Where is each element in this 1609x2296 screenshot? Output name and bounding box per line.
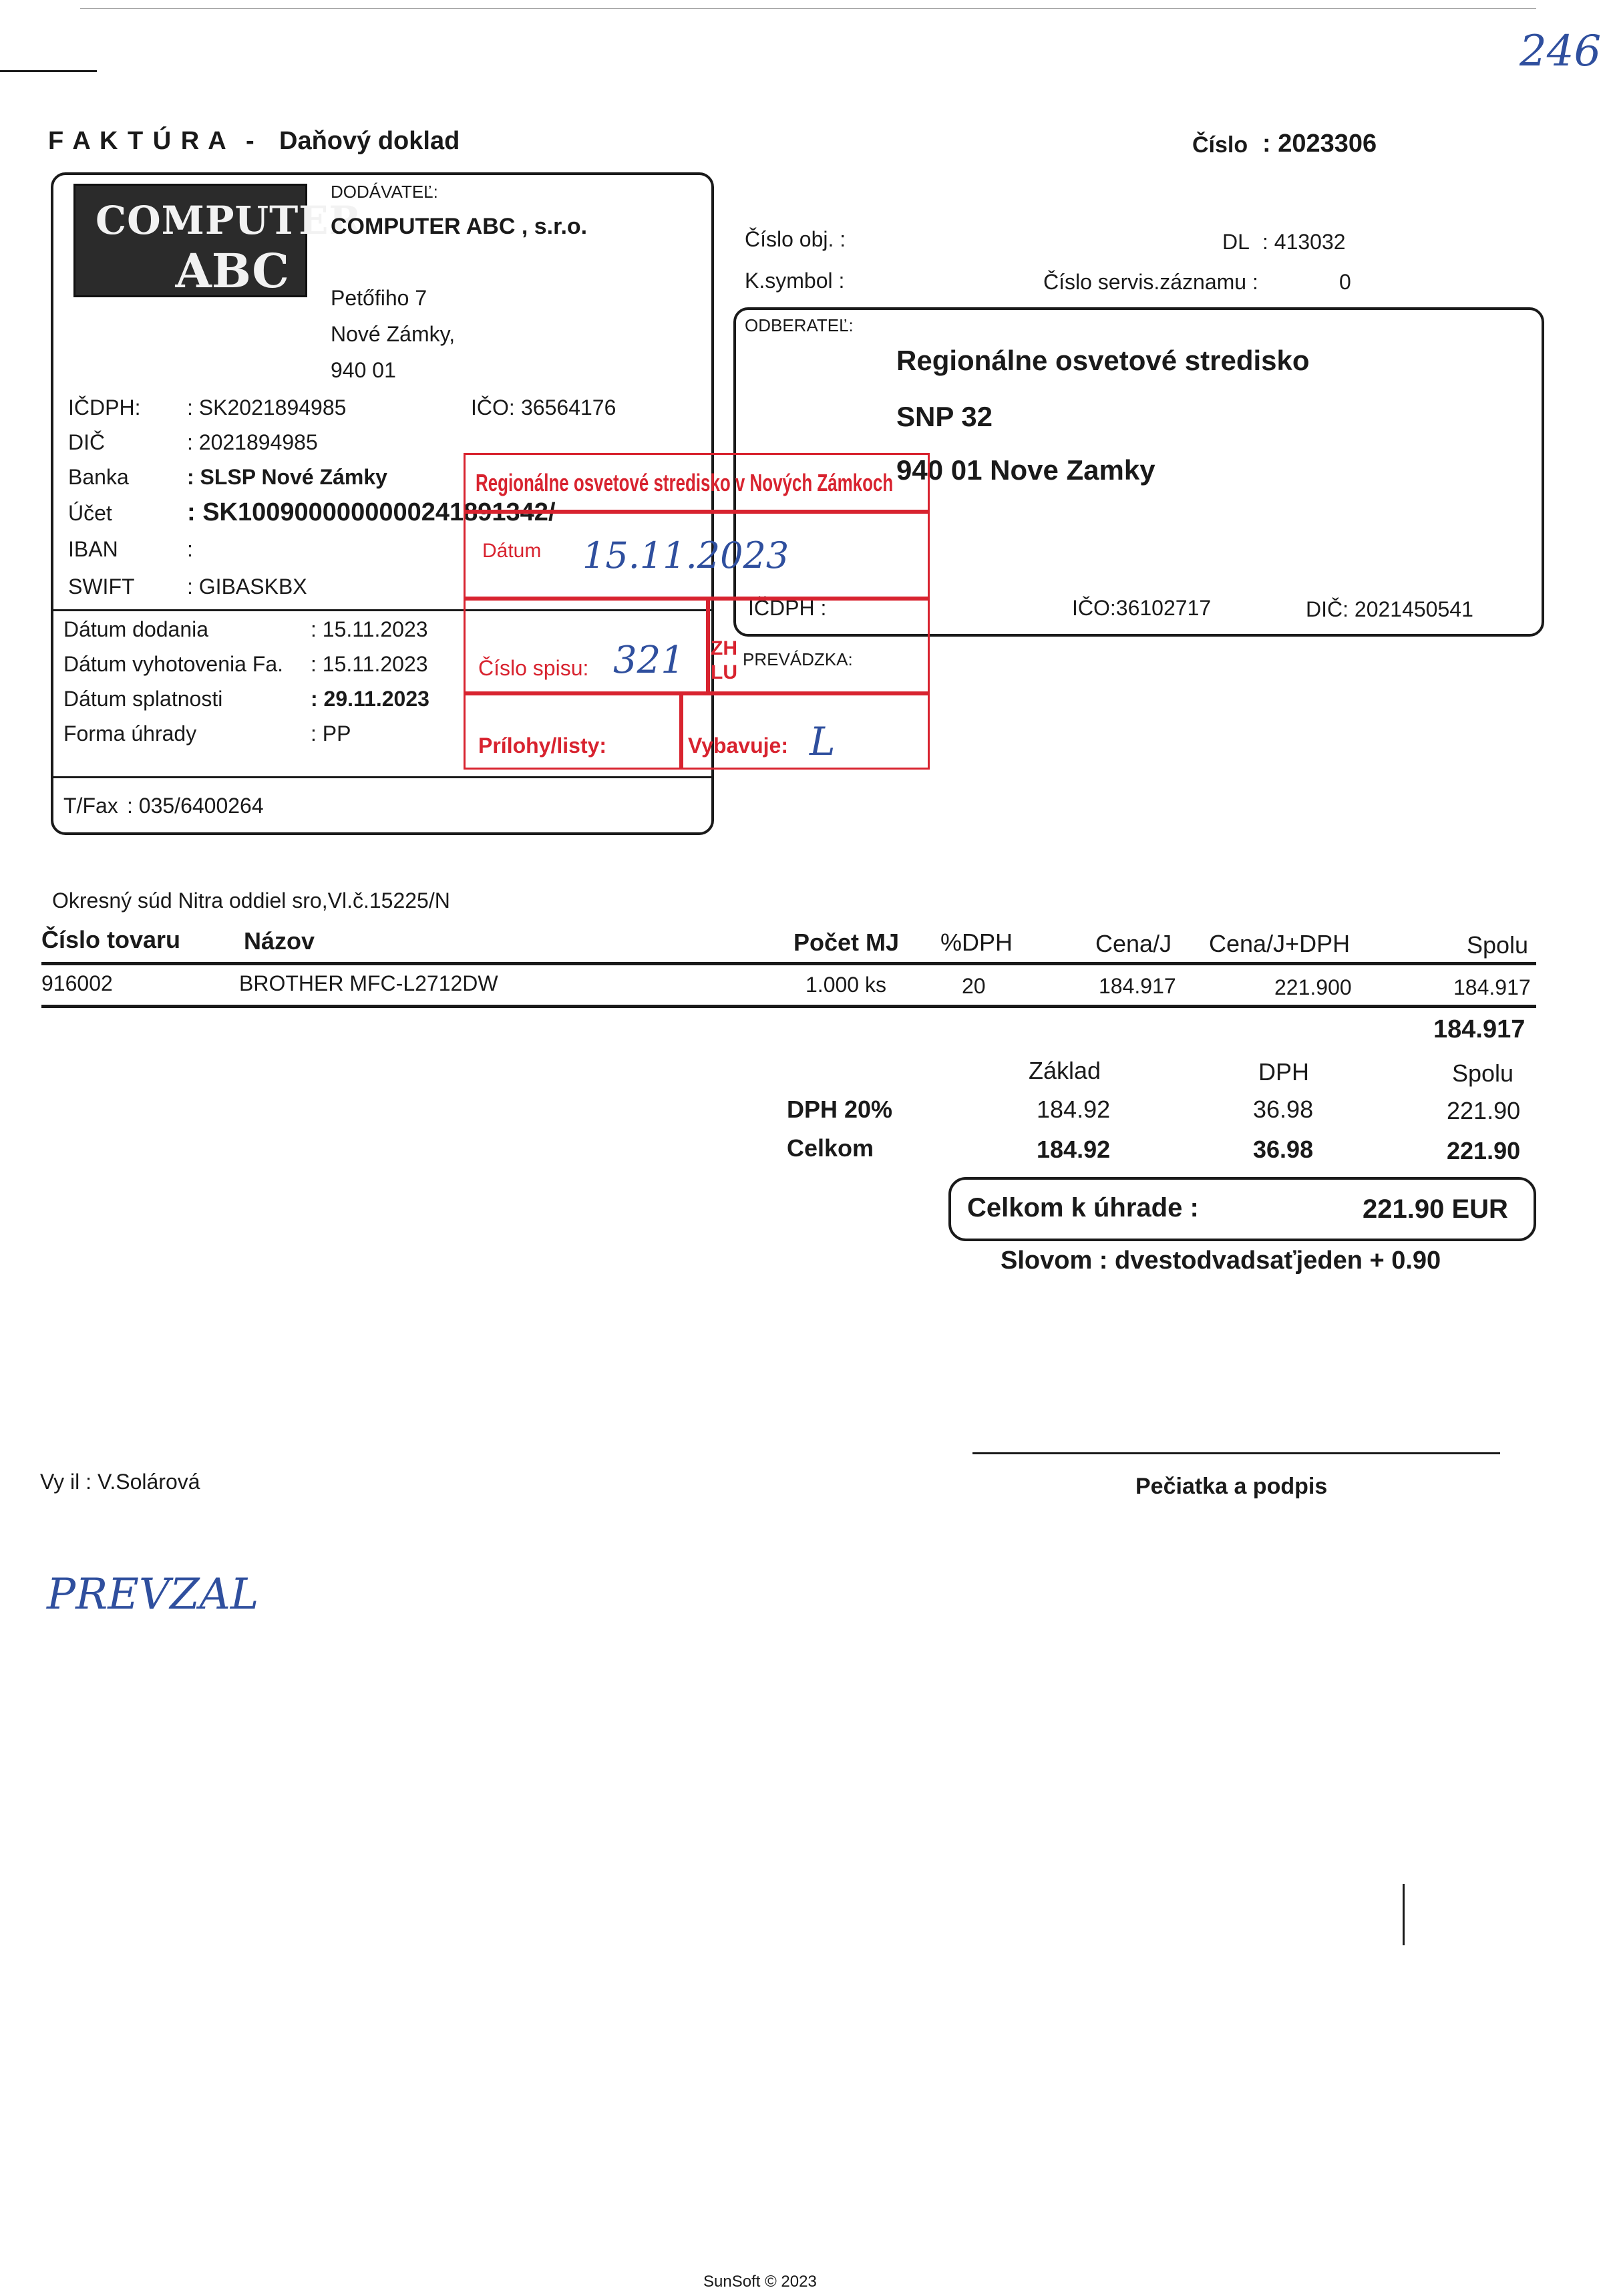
cell-name: BROTHER MFC-L2712DW [239, 971, 498, 995]
customer-label: ODBERATEĽ: [745, 315, 854, 335]
invoice-title: F A K T Ú R A [48, 127, 228, 155]
stamp-date-label: Dátum [482, 540, 542, 562]
delivery-date-value: : 15.11.2023 [311, 617, 428, 641]
stamp-zh: ZH [711, 637, 737, 659]
summary-total-total: 221.90 [1447, 1137, 1521, 1164]
customer-name: Regionálne osvetové stredisko [896, 345, 1310, 376]
stamp-zhlu-cell [708, 599, 930, 693]
supplier-bank-label: Banka [68, 465, 129, 489]
summary-vat-base: 184.92 [1037, 1096, 1111, 1123]
service-record-label: Číslo servis.záznamu : [1043, 270, 1258, 294]
software-credit: SunSoft © 2023 [703, 2273, 817, 2291]
amount-due-label: Celkom k úhrade : [967, 1193, 1199, 1222]
supplier-bank-value: : SLSP Nové Zámky [187, 465, 387, 489]
supplier-ico-value: 36564176 [521, 395, 616, 420]
logo-text-computer: COMPUTER [96, 198, 362, 243]
supplier-icdph-value: : SK2021894985 [187, 395, 347, 420]
branch-label: PREVÁDZKA: [743, 649, 853, 669]
summary-vat-row-label: DPH 20% [787, 1096, 893, 1123]
customer-street: SNP 32 [896, 401, 993, 432]
cell-quantity: 1.000 ks [806, 973, 886, 997]
dl-label: DL [1222, 230, 1250, 254]
summary-vat-total: 221.90 [1447, 1097, 1521, 1124]
supplier-street: Petőfiho 7 [331, 286, 427, 310]
stamp-file-handwritten: 321 [613, 639, 685, 682]
signature-line [972, 1452, 1500, 1454]
service-record-value: 0 [1339, 270, 1351, 294]
table-grand-total: 184.917 [1433, 1015, 1526, 1043]
col-header-quantity: Počet MJ [793, 929, 900, 956]
cell-total: 184.917 [1453, 975, 1531, 999]
supplier-iban-label: IBAN [68, 537, 118, 561]
stamp-file-label: Číslo spisu: [478, 656, 589, 680]
invoice-number: : 2023306 [1262, 130, 1377, 158]
stamp-date-handwritten: 15.11.2023 [582, 534, 789, 577]
stamp-lu: LU [711, 661, 737, 683]
handwritten-received-note: PREVZAL [47, 1570, 259, 1619]
invoice-number-label: Číslo [1192, 132, 1248, 158]
title-dash: - [246, 127, 254, 155]
supplier-account-label: Účet [68, 501, 112, 525]
summary-total-base: 184.92 [1037, 1136, 1111, 1163]
customer-icdph-label: IČDPH : [748, 596, 827, 620]
table-header-rule [41, 962, 1536, 965]
delivery-date-label: Dátum dodania [63, 617, 209, 641]
scan-mark-vertical [1403, 1884, 1405, 1945]
order-number-label: Číslo obj. : [745, 227, 846, 251]
supplier-label: DODÁVATEĽ: [331, 182, 438, 202]
stamp-signature-label: Pečiatka a podpis [1135, 1474, 1328, 1499]
supplier-icdph-label: IČDPH: [68, 395, 141, 420]
customer-city: 940 01 Nove Zamky [896, 454, 1155, 486]
summary-col-vat: DPH [1258, 1058, 1310, 1086]
due-date-label: Dátum splatnosti [63, 687, 223, 711]
col-header-vat-rate: %DPH [940, 929, 1013, 956]
supplier-swift-label: SWIFT [68, 575, 135, 599]
due-date-value: : 29.11.2023 [311, 687, 429, 711]
col-header-name: Názov [244, 927, 315, 955]
invoice-subtitle: Daňový doklad [279, 127, 460, 155]
company-logo [73, 184, 362, 299]
cell-unit-price: 184.917 [1099, 974, 1176, 998]
logo-text-abc: ABC [175, 243, 289, 299]
handwritten-page-number: 246 [1519, 27, 1602, 76]
payment-method-label: Forma úhrady [63, 721, 197, 746]
cell-vat-rate: 20 [962, 974, 986, 998]
issue-date-value: : 15.11.2023 [311, 652, 428, 676]
summary-total-row-label: Celkom [787, 1134, 874, 1162]
tfax-value: : 035/6400264 [127, 794, 264, 818]
summary-col-total: Spolu [1452, 1059, 1514, 1087]
supplier-ico-label: IČO: [471, 395, 515, 420]
col-header-unit-price: Cena/J [1095, 930, 1172, 957]
dl-value: : 413032 [1262, 230, 1346, 254]
col-header-unit-price-vat: Cena/J+DPH [1209, 930, 1351, 957]
supplier-account-value: : SK1009000000000241891342/ [187, 498, 556, 526]
court-registration-note: Okresný súd Nitra oddiel sro,Vl.č.15225/N [52, 888, 450, 913]
customer-ico: IČO:36102717 [1072, 596, 1212, 620]
supplier-dic-value: : 2021894985 [187, 430, 318, 454]
payment-method-value: : PP [311, 721, 351, 746]
customer-dic: DIČ: 2021450541 [1306, 597, 1473, 621]
stamp-attachments-label: Prílohy/listy: [478, 733, 607, 758]
issue-date-label: Dátum vyhotovenia Fa. [63, 652, 284, 676]
supplier-dic-label: DIČ [68, 430, 106, 454]
cell-unit-price-vat: 221.900 [1274, 975, 1352, 999]
supplier-swift-value: : GIBASKBX [187, 575, 307, 599]
table-bottom-rule [41, 1005, 1536, 1008]
cell-item-no: 916002 [41, 971, 113, 995]
ksymbol-label: K.symbol : [745, 269, 845, 293]
stamp-title: Regionálne osvetové stredisko v Nových Zámkoch [476, 469, 894, 496]
stamp-handler-label: Vybavuje: [688, 733, 788, 758]
tfax-label: T/Fax [63, 794, 118, 818]
col-header-total: Spolu [1467, 931, 1529, 959]
supplier-iban-value: : [187, 537, 193, 561]
scan-mark [0, 70, 97, 72]
supplier-city: Nové Zámky, [331, 322, 456, 346]
amount-in-words: Slovom : dvestodvadsaťjeden + 0.90 [1001, 1247, 1441, 1275]
amount-due-value: 221.90 EUR [1363, 1194, 1508, 1224]
summary-total-vat: 36.98 [1253, 1136, 1314, 1163]
supplier-bottom-divider [51, 776, 714, 778]
scan-mark [80, 8, 1536, 9]
summary-col-base: Základ [1029, 1057, 1101, 1084]
issued-by: Vy il : V.Solárová [40, 1470, 200, 1494]
supplier-name: COMPUTER ABC , s.r.o. [331, 214, 588, 239]
stamp-handler-handwritten: L [810, 719, 836, 764]
col-header-item-no: Číslo tovaru [41, 926, 181, 953]
supplier-zip: 940 01 [331, 358, 396, 382]
summary-vat-amount: 36.98 [1253, 1096, 1314, 1123]
